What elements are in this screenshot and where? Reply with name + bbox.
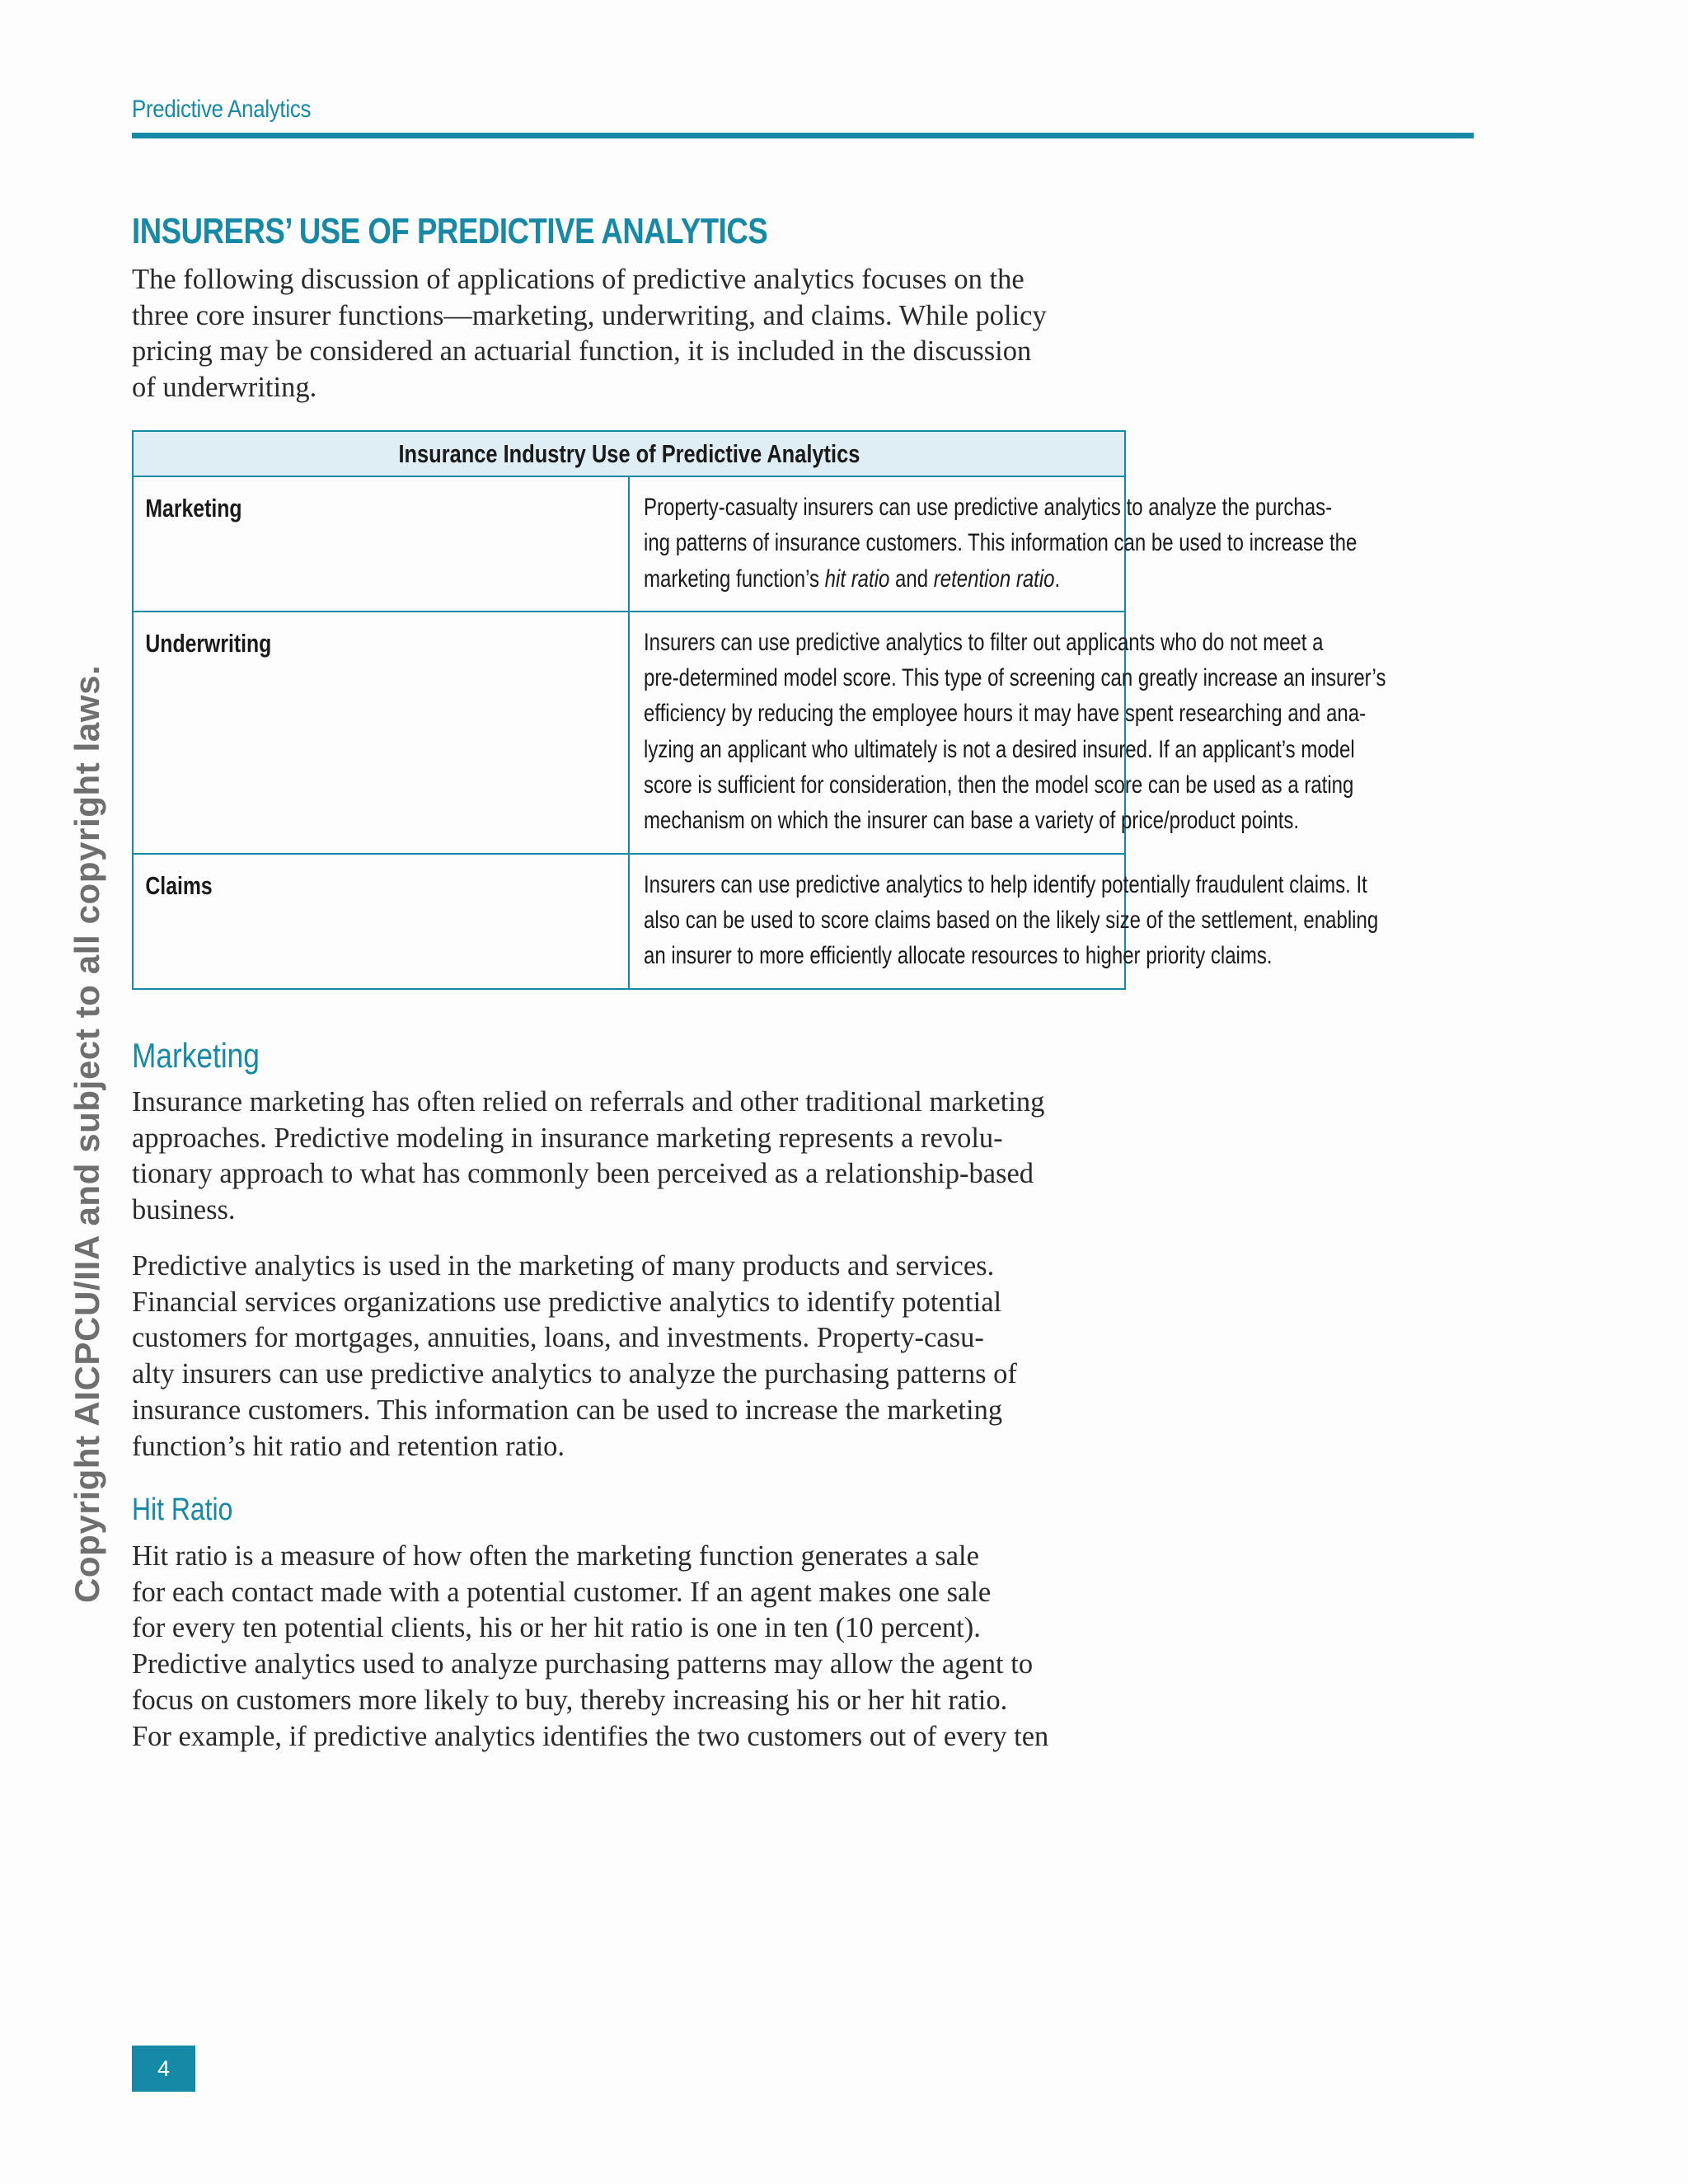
body-line: Hit ratio is a measure of how often the marketing function generates a sale	[132, 1540, 979, 1572]
section-title: INSURERS’ USE OF PREDICTIVE ANALYTICS	[132, 211, 768, 251]
row-category: Marketing	[133, 476, 629, 612]
desc-line: also can be used to score claims based on the likely size of the settlement, enabling	[644, 906, 1379, 934]
desc-line: ing patterns of insurance customers. This information can be used to increase the	[644, 529, 1357, 557]
row-description	[629, 476, 1357, 612]
row-category: Claims	[133, 854, 629, 989]
body-line: focus on customers more likely to buy, thereby increasing his or her hit ratio.	[132, 1684, 1008, 1716]
body-line: for each contact made with a potential customer. If an agent makes one sale	[132, 1576, 992, 1608]
intro-line: The following discussion of applications of predictive analytics focuses on the	[132, 264, 1025, 295]
desc-line: score is sufficient for consideration, then the model score can be used as a rating	[644, 771, 1354, 799]
body-line: For example, if predictive analytics identifies the two customers out of every ten	[132, 1720, 1049, 1752]
desc-line: Property-casualty insurers can use predictive analytics to analyze the purchas-	[644, 494, 1333, 521]
retention-ratio-term: retention ratio	[933, 565, 1055, 593]
row-category: Underwriting	[133, 612, 629, 854]
body-line: Financial services organizations use predictive analytics to identify potential	[132, 1286, 1002, 1318]
body-line: business.	[132, 1194, 236, 1226]
intro-line: three core insurer functions—marketing, underwriting, and claims. While policy	[132, 299, 1047, 331]
desc-line: Insurers can use predictive analytics to filter out applicants who do not meet a	[644, 628, 1324, 656]
body-line: customers for mortgages, annuities, loans, and investments. Property-casu-	[132, 1322, 984, 1354]
marketing-heading: Marketing	[132, 1036, 260, 1075]
body-line: insurance customers. This information can be used to increase the marketing	[132, 1394, 1003, 1426]
table-caption: Insurance Industry Use of Predictive Analytics	[133, 431, 1125, 476]
desc-line: Insurers can use predictive analytics to help identify potentially fraudulent claims. It	[644, 870, 1367, 898]
body-line: approaches. Predictive modeling in insurance marketing represents a revolu-	[132, 1122, 1003, 1154]
copyright-watermark: Copyright AICPCU/IIA and subject to all copyright laws.	[68, 664, 106, 1603]
table-caption-row	[133, 431, 1125, 476]
desc-line: marketing function’s hit ratio and retention ratio.	[644, 565, 1061, 593]
table-row	[133, 854, 1125, 989]
intro-paragraph	[132, 262, 1047, 406]
body-line: alty insurers can use predictive analytics to analyze the purchasing patterns of	[132, 1358, 1017, 1390]
body-line: Predictive analytics used to analyze purchasing patterns may allow the agent to	[132, 1648, 1034, 1680]
desc-line: pre-determined model score. This type of screening can greatly increase an insurer’s	[644, 664, 1386, 692]
body-line: tionary approach to what has commonly been perceived as a relationship-based	[132, 1158, 1034, 1190]
body-line: function’s hit ratio and retention ratio.	[132, 1430, 565, 1462]
intro-line: pricing may be considered an actuarial function, it is included in the discussion	[132, 335, 1032, 368]
row-description	[629, 854, 1379, 989]
body-line: for every ten potential clients, his or her hit ratio is one in ten (10 percent).	[132, 1612, 981, 1644]
page-number: 4	[132, 2046, 195, 2092]
desc-line: lyzing an applicant who ultimately is not a desired insured. If an applicant’s model	[644, 735, 1355, 763]
table-row	[133, 612, 1125, 854]
desc-line: efficiency by reducing the employee hours it may have spent researching and ana-	[644, 700, 1367, 728]
running-head-title: Predictive Analytics	[132, 96, 312, 123]
body-line: Insurance marketing has often relied on referrals and other traditional marketing	[132, 1086, 1045, 1118]
hit-ratio-heading: Hit Ratio	[132, 1493, 233, 1527]
hit-ratio-term: hit ratio	[824, 565, 890, 593]
desc-line: an insurer to more efficiently allocate resources to higher priority claims.	[644, 942, 1273, 970]
body-line: Predictive analytics is used in the marketing of many products and services.	[132, 1250, 995, 1282]
row-description	[629, 612, 1386, 854]
marketing-paragraph-2	[132, 1249, 1017, 1465]
predictive-analytics-table	[132, 430, 1386, 990]
header-rule	[132, 133, 1474, 138]
desc-line: mechanism on which the insurer can base a variety of price/product points.	[644, 807, 1300, 835]
marketing-paragraph-1	[132, 1085, 1044, 1229]
hit-ratio-paragraph	[132, 1539, 1048, 1755]
table-row	[133, 476, 1125, 612]
intro-line: of underwriting.	[132, 372, 317, 404]
